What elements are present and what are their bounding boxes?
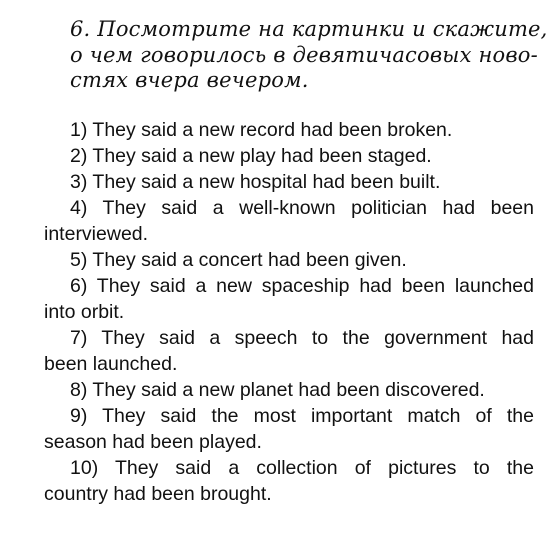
- instruction-line-3: стях вчера вечером.: [70, 68, 309, 92]
- exercise-instruction: [70, 17, 548, 94]
- answer-9-line-2: season had been played.: [44, 431, 262, 453]
- answer-6-line-1: 6) They said a new spaceship had been launched: [70, 275, 534, 297]
- answer-10-line-1: 10) They said a collection of pictures to the: [70, 457, 534, 479]
- answer-1: 1) They said a new record had been broken.: [70, 119, 453, 141]
- instruction-line-2: о чем говорилось в девятичасовых ново-: [70, 42, 538, 67]
- answer-4-line-1: 4) They said a well-known politician had been: [70, 197, 534, 219]
- answer-2: 2) They said a new play had been staged.: [70, 145, 432, 167]
- answer-7-line-1: 7) They said a speech to the government had: [70, 327, 534, 349]
- answers-list: [44, 117, 534, 507]
- answer-5: 5) They said a concert had been given.: [70, 249, 407, 271]
- answer-6-line-2: into orbit.: [44, 301, 125, 323]
- instruction-line-1: 6. Посмотрите на картинки и скажите,: [70, 17, 548, 41]
- answer-7-line-2: been launched.: [44, 353, 178, 375]
- answer-10-line-2: country had been brought.: [44, 483, 272, 505]
- answer-9-line-1: 9) They said the most important match of the: [70, 405, 534, 427]
- answer-3: 3) They said a new hospital had been built.: [70, 171, 441, 193]
- answer-8: 8) They said a new planet had been discovered.: [70, 379, 485, 401]
- answer-4-line-2: interviewed.: [44, 223, 149, 245]
